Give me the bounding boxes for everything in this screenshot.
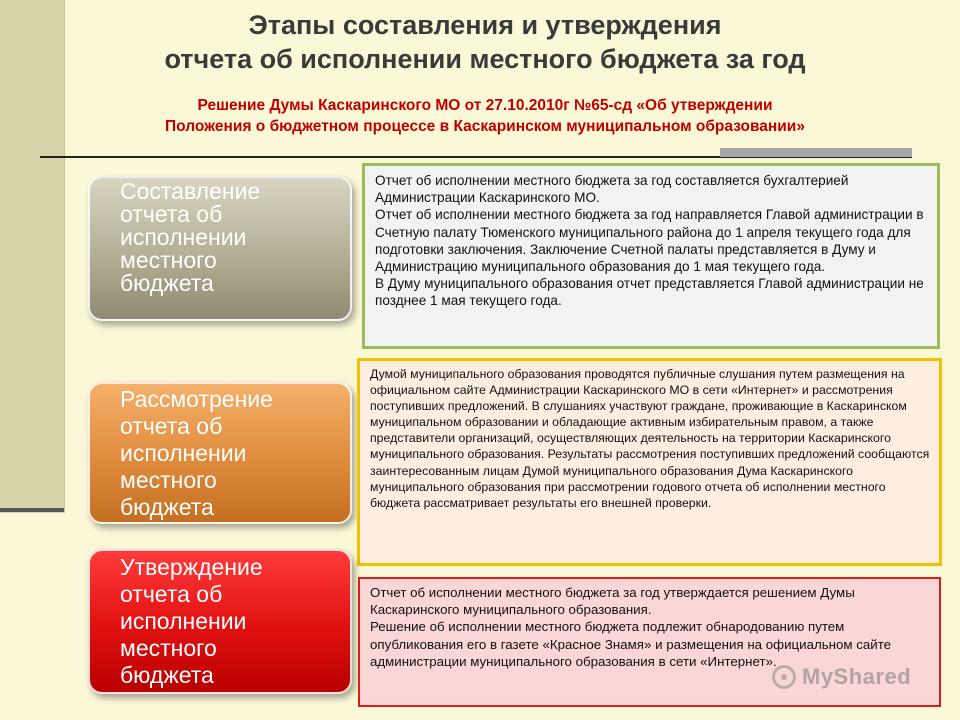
subtitle-line-1: Решение Думы Каскаринского МО от 27.10.2010г №65-сд «Об утверждении xyxy=(197,97,773,114)
stage-review-description xyxy=(357,358,942,566)
stage-label-line: Утверждение xyxy=(120,554,263,580)
page-title xyxy=(70,8,900,76)
stage-label-line: местного xyxy=(120,635,217,661)
description-paragraph: Отчет об исполнении местного бюджета за год направляется Главой администрации в Счетную палату Тюменского муниципального района до 1 апреля текущего года для подготовки заключения. Заключение Счетной палаты представляется в Думу и Администрацию муниципального образования до 1 мая текущего года. xyxy=(375,207,924,275)
header-divider-accent xyxy=(720,148,912,157)
description-paragraph: Думой муниципального образования проводятся публичные слушания путем размещения на официальном сайте Администрации Каскаринского МО в сети «Интернет» и рассмотрения поступивших предложений. В слушаниях участвуют граждане, проживающие в Каскаринском муниципальном образовании и обладающие активным избирательным правом, а также представители организаций, осуществляющих деятельность на территории Каскаринского муниципального образования. Результаты рассмотрения поступивших предложений сообщаются заинтересованным лицам Думой муниципального образования Дума Каскаринского муниципального образования при рассмотрении годового отчета об исполнении местного бюджета рассматривает результаты его внешней проверки. xyxy=(370,367,930,510)
stage-label-line: Рассмотрение xyxy=(120,385,273,412)
stage-compilation-description xyxy=(362,163,940,349)
stage-label-line: исполнении xyxy=(120,224,247,250)
stage-label-line: Составление xyxy=(120,178,261,204)
stage-label-line: исполнении xyxy=(120,608,247,634)
stage-label-line: отчета об xyxy=(120,201,223,227)
myshared-logo-icon xyxy=(772,665,796,689)
stage-label-line: отчета об xyxy=(120,581,223,607)
stage-label-line: исполнении xyxy=(120,439,247,466)
stage-review-label xyxy=(120,386,273,521)
stage-label-line: бюджета xyxy=(120,662,214,688)
left-decorative-bar xyxy=(0,0,65,513)
stage-compilation-label xyxy=(120,178,261,297)
stage-approval-label xyxy=(120,554,263,689)
title-line-1: Этапы составления и утверждения xyxy=(248,10,722,40)
stage-compilation xyxy=(88,176,352,321)
stage-approval xyxy=(88,549,352,694)
stage-label-line: бюджета xyxy=(120,493,214,520)
stage-label-line: отчета об xyxy=(120,412,223,439)
left-bar-bottom-line xyxy=(0,508,64,512)
stage-label-line: местного xyxy=(120,247,217,273)
description-paragraph: Решение об исполнении местного бюджета подлежит обнародованию путем опубликования его в газете «Красное Знамя» и размещения на официальном сайте администрации муниципального образования в сети «Интернет». xyxy=(370,619,892,669)
description-paragraph: В Думу муниципального образования отчет представляется Главой администрации не позднее 1 мая текущего года. xyxy=(375,276,924,309)
watermark xyxy=(772,660,932,694)
watermark-text: MyShared xyxy=(802,664,912,689)
description-paragraph: Отчет об исполнении местного бюджета за год утверждается решением Думы Каскаринского муниципального образования. xyxy=(370,585,855,618)
page-subtitle xyxy=(70,95,900,137)
stage-label-line: местного xyxy=(120,466,217,493)
title-line-2: отчета об исполнении местного бюджета за год xyxy=(164,44,806,74)
stage-label-line: бюджета xyxy=(120,270,214,296)
stage-review xyxy=(88,382,352,524)
subtitle-line-2: Положения о бюджетном процессе в Каскаринском муниципальном образовании» xyxy=(165,118,805,135)
description-paragraph: Отчет об исполнении местного бюджета за год составляется бухгалтерией Администрации Каскаринского МО. xyxy=(375,173,849,206)
